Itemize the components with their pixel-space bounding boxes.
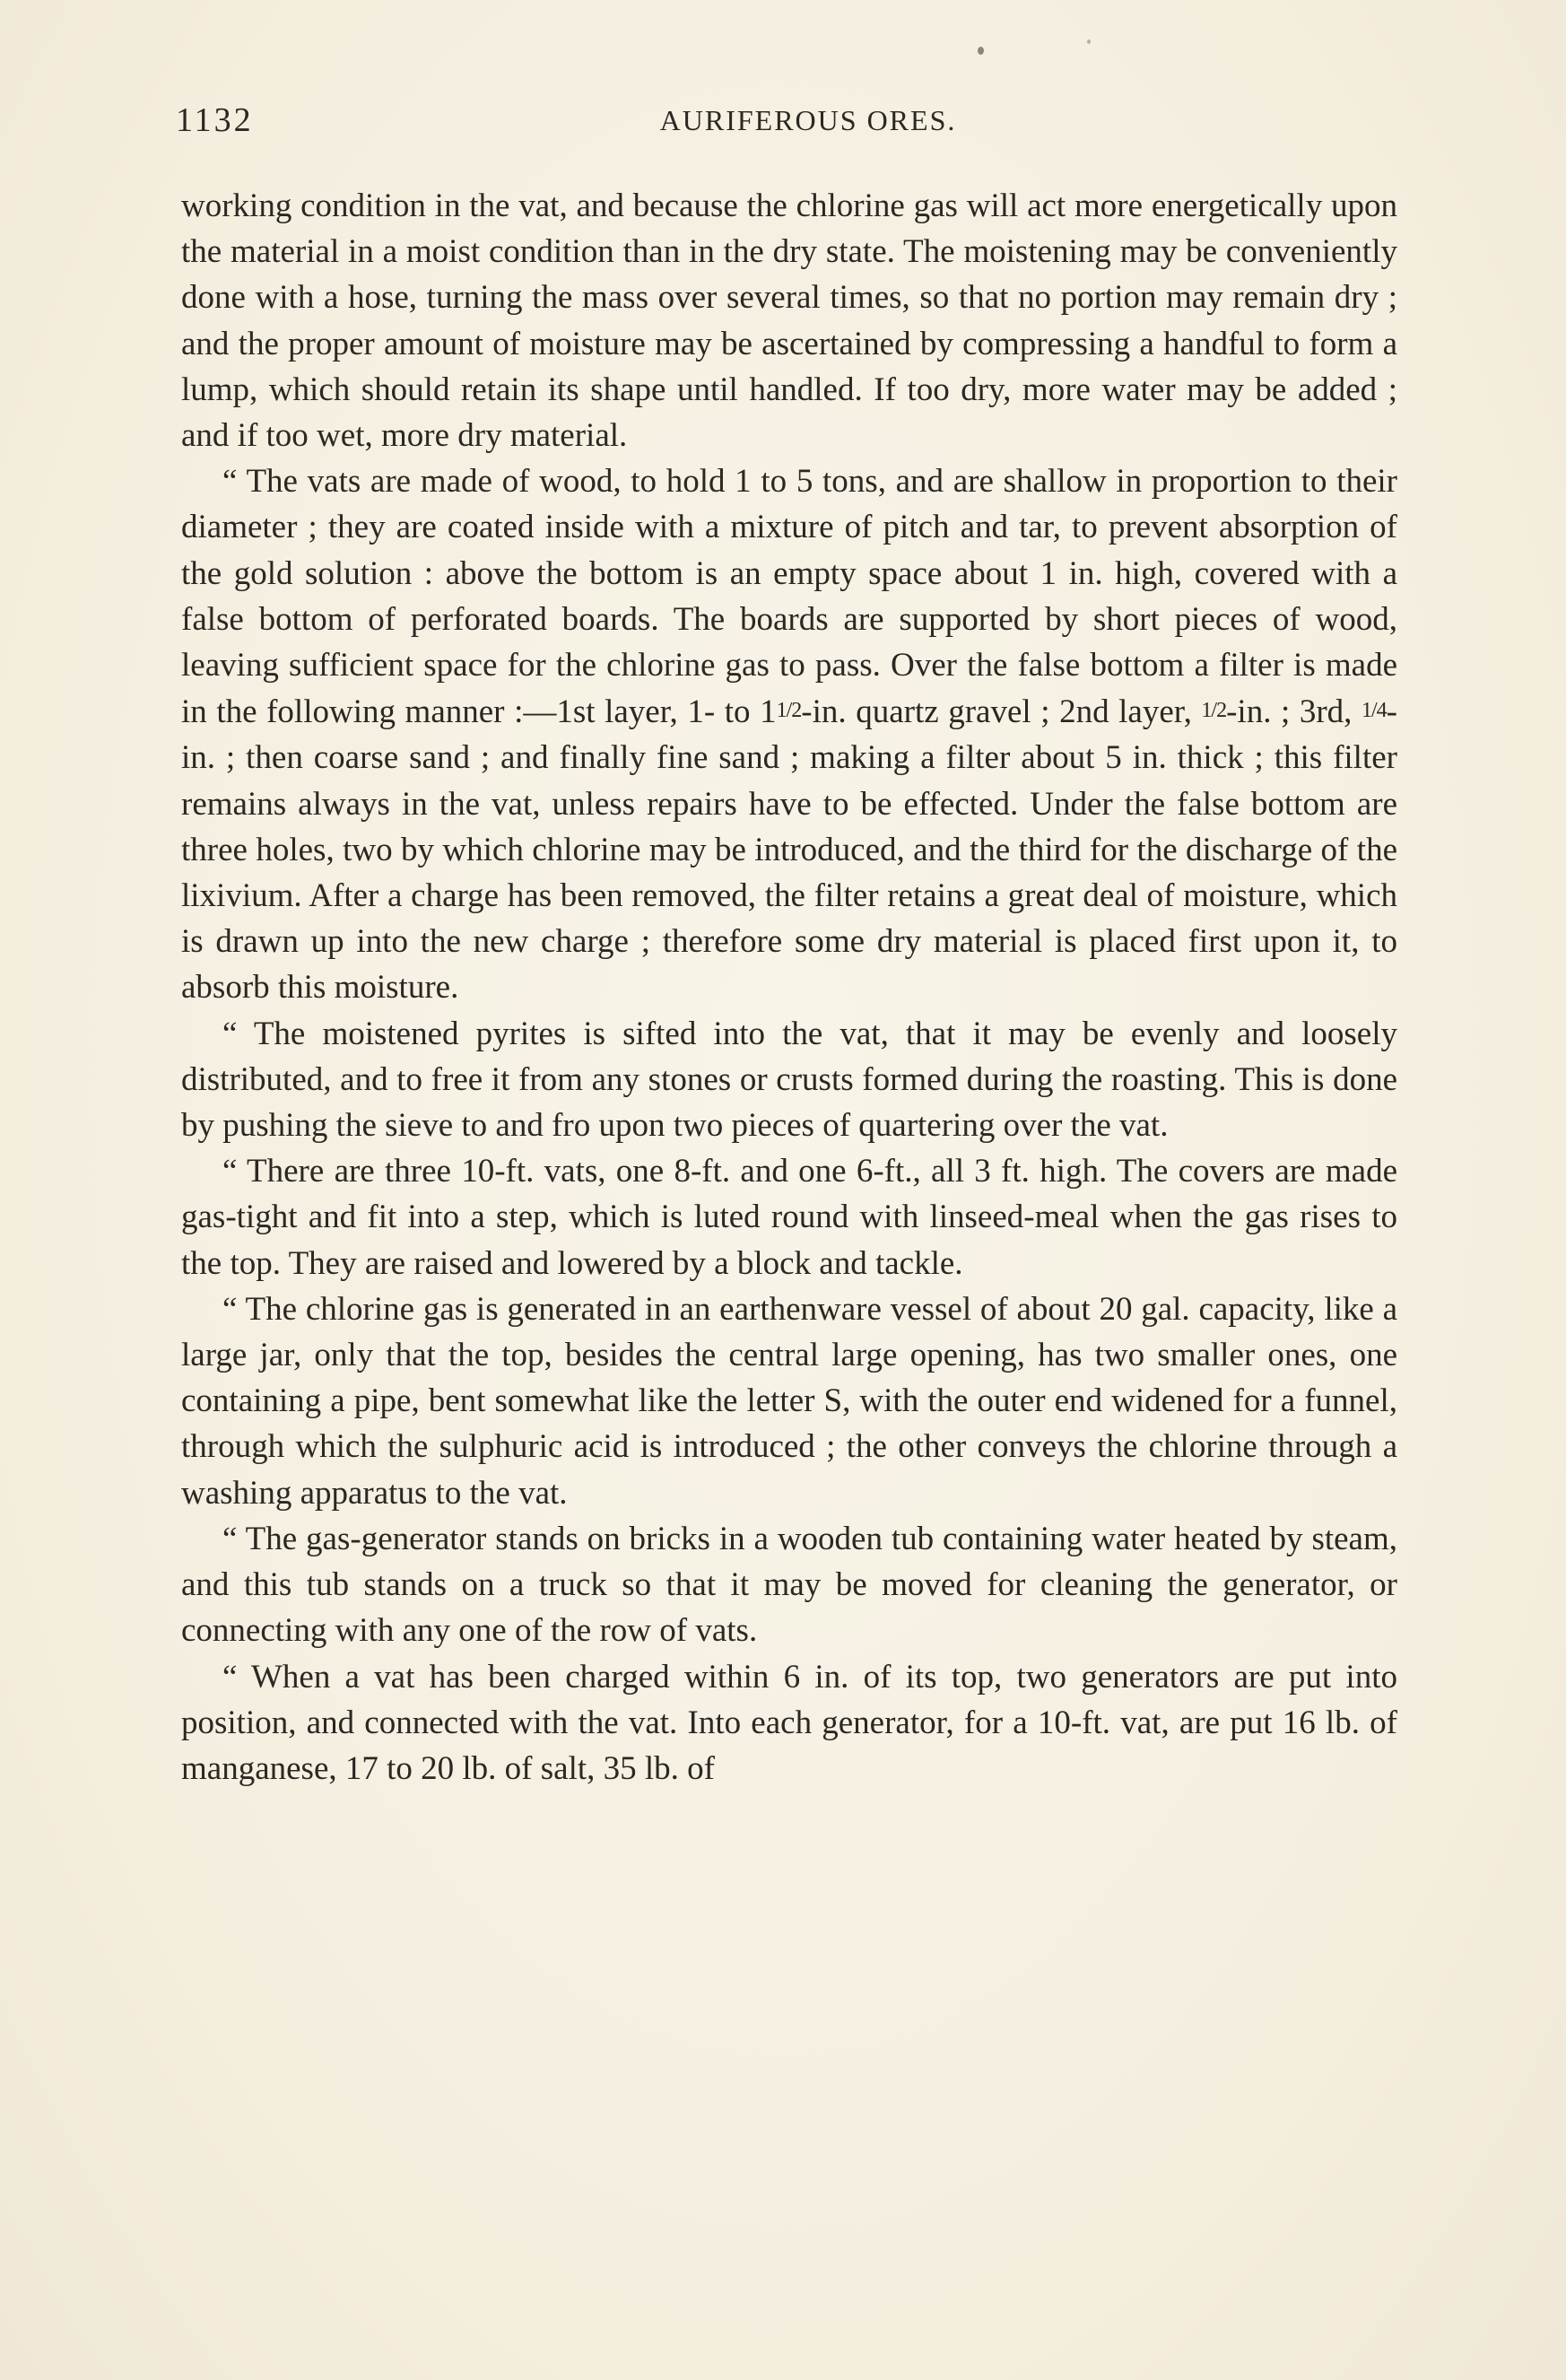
fraction: 1/2 xyxy=(1201,699,1227,723)
paragraph: “ The moistened pyrites is sifted into the vat, that it may be evenly and loosely distributed, and to free it from any stones or crusts formed during the roasting. This is done by pushing the sieve to and fro upon two pieces of quartering over the vat. xyxy=(181,1015,1397,1145)
paragraph xyxy=(181,458,1397,1010)
fraction: 1/4 xyxy=(1362,699,1387,723)
paragraph-text: -in. ; then coarse sand ; and finally fine sand ; making a filter about 5 in. thick ; this filter remains always in the vat, unless repairs have to be effected. Under the false bottom are three holes, two by which chlorine may be introduced, and the third for the discharge of the lixivium. After a charge has been removed, the filter retains a great deal of moisture, which is drawn up into the new charge ; therefore some dry material is placed first upon it, to absorb this moisture. xyxy=(181,693,1397,1007)
ink-speck xyxy=(1087,39,1091,44)
paragraph: “ The chlorine gas is generated in an earthenware vessel of about 20 gal. capacity, like a large jar, only that the top, besides the central large opening, has two smaller ones, one containing a pipe, bent somewhat like the letter S, with the outer end widened for a funnel, through which the sulphuric acid is introduced ; the other conveys the chlorine through a washing apparatus to the vat. xyxy=(181,1290,1397,1512)
fraction: 1/2 xyxy=(776,699,802,723)
paragraph: “ There are three 10-ft. vats, one 8-ft. and one 6-ft., all 3 ft. high. The covers are made gas-tight and fit into a step, which is luted round with linseed-meal when the gas rises to the top. They are raised and lowered by a block and tackle. xyxy=(181,1153,1397,1282)
body-text xyxy=(181,183,1397,1792)
paragraph-text: “ The vats are made of wood, to hold 1 to 5 tons, and are shallow in proportion to their diameter ; they are coated inside with a mixture of pitch and tar, to prevent absorption of the gold solution : above the bottom is an empty space about 1 in. high, covered with a false bottom of perforated boards. The boards are supported by short pieces of wood, leaving sufficient space for the chlorine gas to pass. Over the false bottom a filter is made in the following manner :—1st layer, 1- to 1 xyxy=(181,463,1397,731)
ink-speck xyxy=(978,47,984,55)
paragraph-text: -in. ; 3rd, xyxy=(1226,693,1362,731)
page-number: 1132 xyxy=(176,101,254,139)
running-head: AURIFEROUS ORES. xyxy=(659,104,957,136)
paragraph: “ When a vat has been charged within 6 in. of its top, two generators are put into position, and connected with the vat. Into each generator, for a 10-ft. vat, are put 16 lb. of manganese, 17 to 20 lb. of salt, 35 lb. of xyxy=(181,1658,1397,1787)
paragraph: working condition in the vat, and because the chlorine gas will act more energetically upon the material in a moist condition than in the dry state. The moistening may be conveniently done with a hose, turning the mass over several times, so that no portion may remain dry ; and the proper amount of moisture may be ascertained by compressing a handful to form a lump, which should retain its shape until handled. If too dry, more water may be added ; and if too wet, more dry material. xyxy=(181,187,1397,455)
paragraph: “ The gas-generator stands on bricks in a wooden tub containing water heated by steam, and this tub stands on a truck so that it may be moved for cleaning the generator, or connecting with any one of the row of vats. xyxy=(181,1520,1397,1650)
page-header xyxy=(176,100,1405,151)
paragraph-text: -in. quartz gravel ; 2nd layer, xyxy=(801,693,1202,731)
